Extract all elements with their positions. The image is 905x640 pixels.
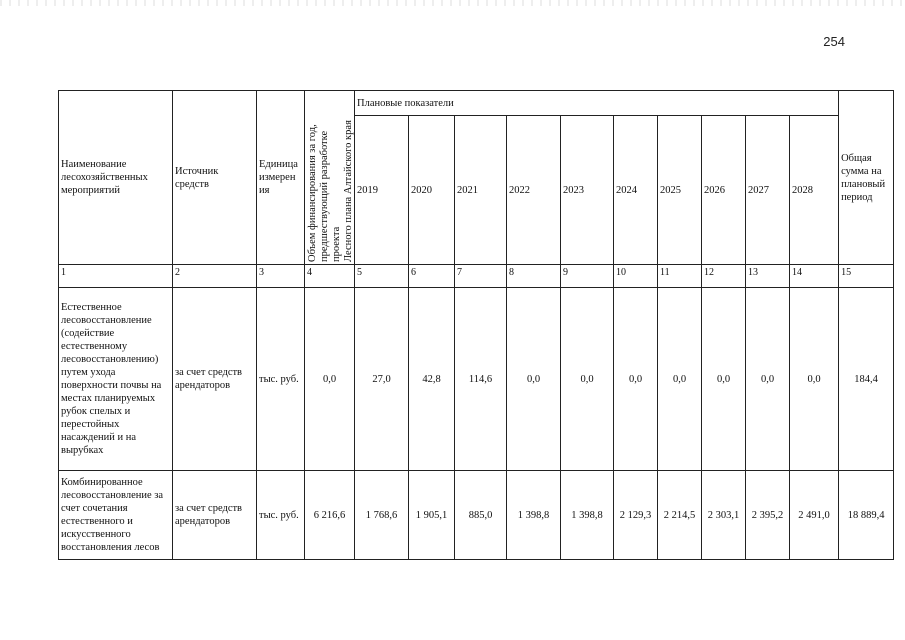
- column-number: 11: [658, 265, 702, 288]
- row-year-value: 2 129,3: [614, 471, 658, 560]
- column-number: 3: [257, 265, 305, 288]
- row-total-value: 18 889,4: [839, 471, 894, 560]
- column-number: 5: [355, 265, 409, 288]
- header-year: 2021: [455, 116, 507, 265]
- row-year-value: 2 214,5: [658, 471, 702, 560]
- row-year-value: 42,8: [409, 288, 455, 471]
- column-number: 10: [614, 265, 658, 288]
- row-activity: Комбинированное лесовосстановление за счет сочетания естественного и искусственного восстановления лесов: [59, 471, 173, 560]
- column-number: 1: [59, 265, 173, 288]
- column-number: 7: [455, 265, 507, 288]
- row-year-value: 0,0: [658, 288, 702, 471]
- row-year-value: 114,6: [455, 288, 507, 471]
- table-row: [59, 288, 894, 471]
- row-year-value: 0,0: [790, 288, 839, 471]
- row-year-value: 1 398,8: [507, 471, 561, 560]
- row-activity: Естественное лесовосстановление (содействие естественному лесовосстановлению) путем ухода поверхности почвы на местах планируемых рубок спелых и перестойных насаждений и на вырубках: [59, 288, 173, 471]
- row-year-value: 27,0: [355, 288, 409, 471]
- header-year: 2023: [561, 116, 614, 265]
- header-year: 2020: [409, 116, 455, 265]
- header-source: Источник средств: [173, 91, 257, 265]
- column-number: 13: [746, 265, 790, 288]
- header-year: 2027: [746, 116, 790, 265]
- row-year-value: 0,0: [702, 288, 746, 471]
- row-prior-value: 0,0: [305, 288, 355, 471]
- column-number: 12: [702, 265, 746, 288]
- header-activity-name: Наименование лесохозяйственных мероприятий: [59, 91, 173, 265]
- header-unit: Единица измерен ия: [257, 91, 305, 265]
- row-source: за счет средств арендаторов: [173, 288, 257, 471]
- column-number: 9: [561, 265, 614, 288]
- header-prior-volume: Объем финансирования за год, предшествующий разработке проекта Лесного плана Алтайского края: [307, 119, 354, 262]
- column-number: 2: [173, 265, 257, 288]
- header-year: 2019: [355, 116, 409, 265]
- column-number: 14: [790, 265, 839, 288]
- table-row: [59, 471, 894, 560]
- header-year: 2026: [702, 116, 746, 265]
- column-number: 15: [839, 265, 894, 288]
- row-year-value: 0,0: [561, 288, 614, 471]
- row-total-value: 184,4: [839, 288, 894, 471]
- header-year: 2022: [507, 116, 561, 265]
- row-year-value: 0,0: [507, 288, 561, 471]
- row-year-value: 2 303,1: [702, 471, 746, 560]
- row-year-value: 885,0: [455, 471, 507, 560]
- row-year-value: 0,0: [746, 288, 790, 471]
- header-year: 2028: [790, 116, 839, 265]
- row-year-value: 1 398,8: [561, 471, 614, 560]
- row-source: за счет средств арендаторов: [173, 471, 257, 560]
- column-number: 8: [507, 265, 561, 288]
- column-number: 4: [305, 265, 355, 288]
- scan-noise: [0, 0, 905, 6]
- header-planned-indicators: Плановые показатели: [355, 91, 839, 116]
- row-unit: тыс. руб.: [257, 288, 305, 471]
- row-year-value: 0,0: [614, 288, 658, 471]
- header-year: 2024: [614, 116, 658, 265]
- row-prior-value: 6 216,6: [305, 471, 355, 560]
- forest-plan-table: [58, 90, 894, 560]
- header-total: Общая сумма на плановый период: [839, 91, 894, 265]
- row-year-value: 2 395,2: [746, 471, 790, 560]
- header-prior-volume-cell: [305, 91, 355, 265]
- column-number: 6: [409, 265, 455, 288]
- row-year-value: 1 768,6: [355, 471, 409, 560]
- row-unit: тыс. руб.: [257, 471, 305, 560]
- row-year-value: 2 491,0: [790, 471, 839, 560]
- row-year-value: 1 905,1: [409, 471, 455, 560]
- page-number: 254: [823, 34, 845, 49]
- header-year: 2025: [658, 116, 702, 265]
